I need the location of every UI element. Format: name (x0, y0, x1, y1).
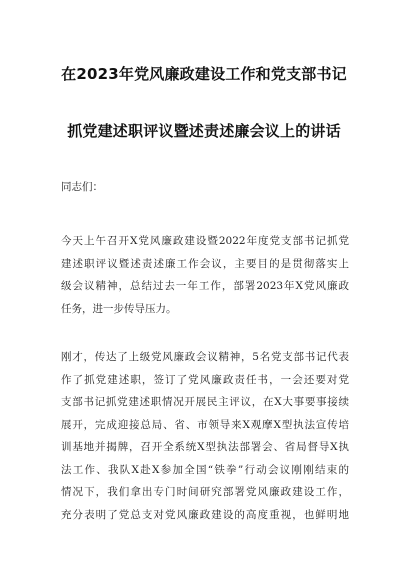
paragraph-line: 支部书记抓党建述职情况开展民主评议，在X大事要事接续 (61, 396, 349, 408)
salutation: 同志们： (61, 181, 103, 193)
paragraph-line: 训基地并揭牌，召开全系统X型执法部署会、省局督导X执 (61, 441, 349, 453)
paragraph-line: 展开，完成迎接总局、省、市领导来X观摩X型执法宣传培 (61, 418, 349, 431)
paragraph-line: 情况下，我们拿出专门时间研究部署党风廉政建设工作， (61, 486, 349, 498)
paragraph-1 (61, 234, 349, 324)
paragraph-line: 今天上午召开X党风廉政建设暨2022年度党支部书记抓党 (61, 235, 349, 247)
paragraph-line: 刚才，传达了上级党风廉政会议精神，5名党支部书记代表 (61, 351, 349, 363)
paragraph-2 (61, 350, 349, 530)
document-title-line-1: 在2023年党风廉政建设工作和党支部书记 (61, 65, 347, 83)
paragraph-line: 充分表明了党总支对党风廉政建设的高度重视，也鲜明地 (61, 508, 349, 521)
paragraph-line: 法工作、我队X赴X参加全国“铁拳”行动会议刚刚结束的 (61, 463, 349, 476)
document-title-line-2: 抓党建述职评议暨述责述廉会议上的讲话 (67, 122, 341, 140)
paragraph-line: 建述职评议暨述责述廉工作会议，主要目的是贯彻落实上 (61, 257, 349, 270)
paragraph-line: 任务，进一步传导压力。 (61, 302, 177, 315)
paragraph-line: 级会议精神，总结过去一年工作，部署2023年X党风廉政 (61, 280, 349, 292)
paragraph-line: 作了抓党建述职，签订了党风廉政责任书，一会还要对党 (61, 373, 349, 386)
